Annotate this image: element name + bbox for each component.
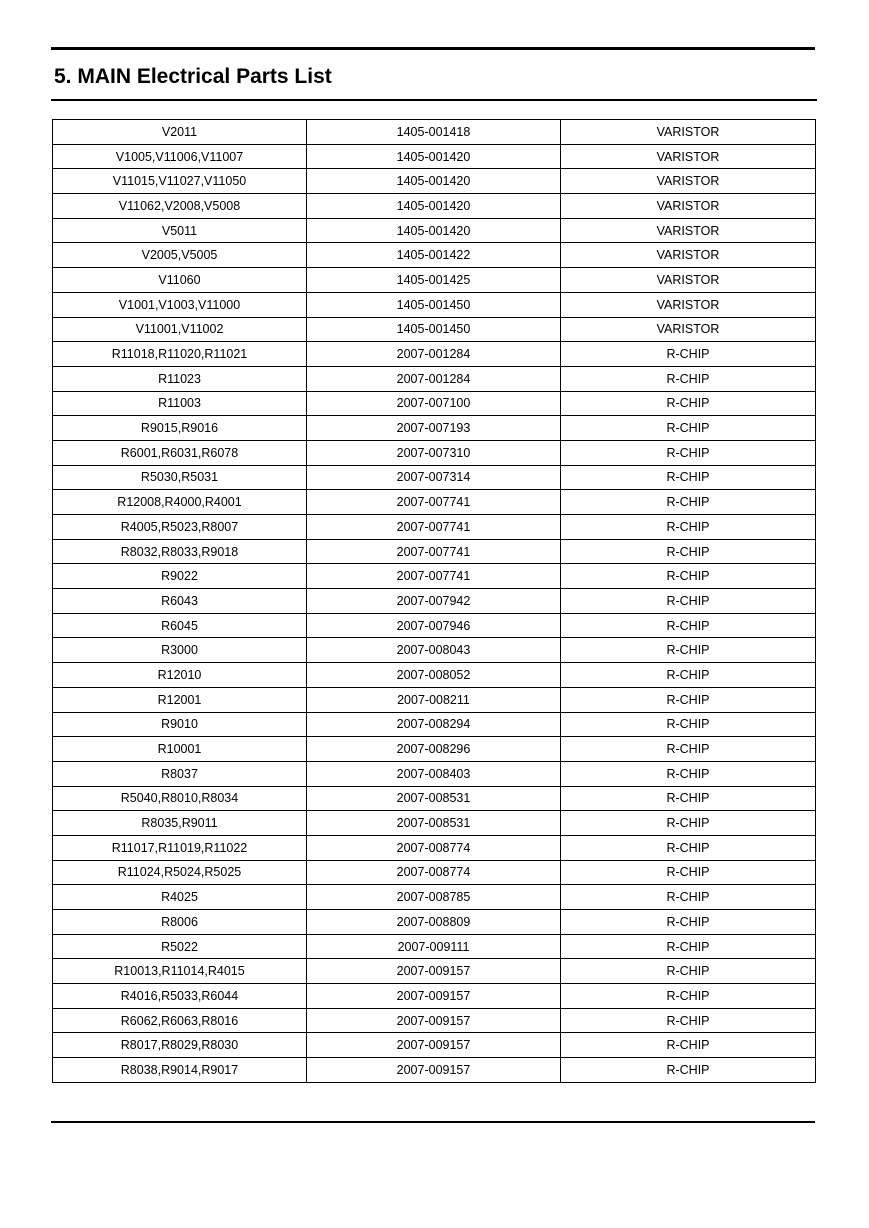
part-location-cell: V1001,V1003,V11000 <box>53 292 307 317</box>
part-code-cell: 2007-001284 <box>307 366 561 391</box>
part-location-cell: R4005,R5023,R8007 <box>53 515 307 540</box>
part-description-cell: R-CHIP <box>561 835 816 860</box>
part-description-cell: VARISTOR <box>561 194 816 219</box>
part-location-cell: R8038,R9014,R9017 <box>53 1058 307 1083</box>
header-top-rule <box>51 47 815 50</box>
title-underline-rule <box>51 99 817 101</box>
part-location-cell: R5022 <box>53 934 307 959</box>
table-row <box>53 712 816 737</box>
table-row <box>53 687 816 712</box>
table-row <box>53 268 816 293</box>
table-row <box>53 761 816 786</box>
part-code-cell: 2007-008774 <box>307 860 561 885</box>
part-description-cell: VARISTOR <box>561 243 816 268</box>
part-description-cell: R-CHIP <box>561 663 816 688</box>
table-row <box>53 959 816 984</box>
part-description-cell: R-CHIP <box>561 342 816 367</box>
part-location-cell: R8035,R9011 <box>53 811 307 836</box>
part-location-cell: R4025 <box>53 885 307 910</box>
part-code-cell: 2007-008296 <box>307 737 561 762</box>
table-row <box>53 243 816 268</box>
table-row <box>53 194 816 219</box>
part-description-cell: R-CHIP <box>561 910 816 935</box>
part-description-cell: R-CHIP <box>561 984 816 1009</box>
part-location-cell: R8037 <box>53 761 307 786</box>
part-location-cell: R12010 <box>53 663 307 688</box>
page-title: 5. MAIN Electrical Parts List <box>54 65 332 88</box>
part-code-cell: 2007-007314 <box>307 465 561 490</box>
table-row <box>53 589 816 614</box>
part-location-cell: R8017,R8029,R8030 <box>53 1033 307 1058</box>
part-code-cell: 1405-001418 <box>307 120 561 145</box>
table-row <box>53 1058 816 1083</box>
part-description-cell: R-CHIP <box>561 539 816 564</box>
part-code-cell: 1405-001420 <box>307 218 561 243</box>
part-location-cell: R8032,R8033,R9018 <box>53 539 307 564</box>
table-row <box>53 292 816 317</box>
table-row <box>53 144 816 169</box>
part-code-cell: 2007-008531 <box>307 786 561 811</box>
part-location-cell: R11017,R11019,R11022 <box>53 835 307 860</box>
table-row <box>53 663 816 688</box>
part-description-cell: R-CHIP <box>561 465 816 490</box>
part-code-cell: 2007-007193 <box>307 416 561 441</box>
table-row <box>53 910 816 935</box>
footer-rule <box>51 1121 815 1123</box>
part-code-cell: 2007-007741 <box>307 564 561 589</box>
part-code-cell: 2007-007310 <box>307 440 561 465</box>
part-code-cell: 2007-008531 <box>307 811 561 836</box>
part-description-cell: R-CHIP <box>561 786 816 811</box>
part-location-cell: R6062,R6063,R8016 <box>53 1008 307 1033</box>
part-code-cell: 1405-001422 <box>307 243 561 268</box>
table-row <box>53 465 816 490</box>
parts-list-table <box>52 119 816 1083</box>
part-location-cell: R6045 <box>53 613 307 638</box>
part-code-cell: 2007-007741 <box>307 490 561 515</box>
part-location-cell: R9010 <box>53 712 307 737</box>
part-code-cell: 1405-001450 <box>307 292 561 317</box>
part-location-cell: R11023 <box>53 366 307 391</box>
part-description-cell: R-CHIP <box>561 391 816 416</box>
table-row <box>53 934 816 959</box>
part-description-cell: R-CHIP <box>561 712 816 737</box>
part-description-cell: R-CHIP <box>561 416 816 441</box>
part-description-cell: R-CHIP <box>561 1058 816 1083</box>
table-row <box>53 391 816 416</box>
part-code-cell: 2007-008809 <box>307 910 561 935</box>
part-description-cell: R-CHIP <box>561 638 816 663</box>
part-description-cell: VARISTOR <box>561 169 816 194</box>
part-location-cell: R8006 <box>53 910 307 935</box>
part-location-cell: R12008,R4000,R4001 <box>53 490 307 515</box>
part-description-cell: R-CHIP <box>561 860 816 885</box>
part-code-cell: 2007-008052 <box>307 663 561 688</box>
table-row <box>53 786 816 811</box>
part-code-cell: 2007-007946 <box>307 613 561 638</box>
part-description-cell: R-CHIP <box>561 737 816 762</box>
part-description-cell: R-CHIP <box>561 761 816 786</box>
part-code-cell: 1405-001420 <box>307 169 561 194</box>
part-location-cell: R9015,R9016 <box>53 416 307 441</box>
part-code-cell: 2007-008785 <box>307 885 561 910</box>
table-row <box>53 120 816 145</box>
part-location-cell: V11001,V11002 <box>53 317 307 342</box>
part-location-cell: R11018,R11020,R11021 <box>53 342 307 367</box>
table-row <box>53 169 816 194</box>
part-code-cell: 2007-007100 <box>307 391 561 416</box>
table-row <box>53 515 816 540</box>
table-row <box>53 342 816 367</box>
part-description-cell: R-CHIP <box>561 490 816 515</box>
part-description-cell: R-CHIP <box>561 934 816 959</box>
part-code-cell: 1405-001450 <box>307 317 561 342</box>
part-location-cell: R10013,R11014,R4015 <box>53 959 307 984</box>
table-row <box>53 539 816 564</box>
part-location-cell: V2005,V5005 <box>53 243 307 268</box>
part-code-cell: 1405-001420 <box>307 144 561 169</box>
part-code-cell: 1405-001420 <box>307 194 561 219</box>
part-location-cell: V11060 <box>53 268 307 293</box>
part-location-cell: R10001 <box>53 737 307 762</box>
part-description-cell: VARISTOR <box>561 317 816 342</box>
part-description-cell: R-CHIP <box>561 515 816 540</box>
parts-list-body <box>53 120 816 1083</box>
part-code-cell: 2007-001284 <box>307 342 561 367</box>
part-location-cell: R3000 <box>53 638 307 663</box>
part-location-cell: R6043 <box>53 589 307 614</box>
part-code-cell: 2007-007741 <box>307 539 561 564</box>
part-description-cell: R-CHIP <box>561 589 816 614</box>
part-location-cell: R6001,R6031,R6078 <box>53 440 307 465</box>
part-description-cell: VARISTOR <box>561 120 816 145</box>
part-code-cell: 2007-009157 <box>307 1008 561 1033</box>
part-code-cell: 2007-008403 <box>307 761 561 786</box>
part-code-cell: 2007-009157 <box>307 959 561 984</box>
part-location-cell: V1005,V11006,V11007 <box>53 144 307 169</box>
table-row <box>53 1008 816 1033</box>
part-code-cell: 1405-001425 <box>307 268 561 293</box>
part-code-cell: 2007-008211 <box>307 687 561 712</box>
part-location-cell: V5011 <box>53 218 307 243</box>
part-code-cell: 2007-008043 <box>307 638 561 663</box>
part-location-cell: R5030,R5031 <box>53 465 307 490</box>
part-location-cell: R11024,R5024,R5025 <box>53 860 307 885</box>
part-code-cell: 2007-008294 <box>307 712 561 737</box>
part-location-cell: V2011 <box>53 120 307 145</box>
table-row <box>53 317 816 342</box>
table-row <box>53 811 816 836</box>
part-location-cell: R11003 <box>53 391 307 416</box>
table-row <box>53 1033 816 1058</box>
part-code-cell: 2007-007942 <box>307 589 561 614</box>
part-location-cell: R9022 <box>53 564 307 589</box>
part-code-cell: 2007-009111 <box>307 934 561 959</box>
part-description-cell: R-CHIP <box>561 687 816 712</box>
part-code-cell: 2007-009157 <box>307 1058 561 1083</box>
table-row <box>53 490 816 515</box>
part-description-cell: R-CHIP <box>561 1033 816 1058</box>
part-description-cell: R-CHIP <box>561 1008 816 1033</box>
part-description-cell: VARISTOR <box>561 144 816 169</box>
table-row <box>53 416 816 441</box>
table-row <box>53 737 816 762</box>
part-location-cell: V11062,V2008,V5008 <box>53 194 307 219</box>
part-description-cell: VARISTOR <box>561 218 816 243</box>
part-description-cell: R-CHIP <box>561 366 816 391</box>
part-location-cell: R5040,R8010,R8034 <box>53 786 307 811</box>
table-row <box>53 440 816 465</box>
part-location-cell: R4016,R5033,R6044 <box>53 984 307 1009</box>
part-description-cell: R-CHIP <box>561 811 816 836</box>
table-row <box>53 860 816 885</box>
part-code-cell: 2007-009157 <box>307 1033 561 1058</box>
part-location-cell: V11015,V11027,V11050 <box>53 169 307 194</box>
table-row <box>53 613 816 638</box>
part-description-cell: R-CHIP <box>561 564 816 589</box>
part-description-cell: R-CHIP <box>561 959 816 984</box>
part-description-cell: VARISTOR <box>561 268 816 293</box>
part-code-cell: 2007-008774 <box>307 835 561 860</box>
table-row <box>53 564 816 589</box>
table-row <box>53 638 816 663</box>
part-description-cell: VARISTOR <box>561 292 816 317</box>
table-row <box>53 218 816 243</box>
part-code-cell: 2007-009157 <box>307 984 561 1009</box>
part-description-cell: R-CHIP <box>561 440 816 465</box>
part-code-cell: 2007-007741 <box>307 515 561 540</box>
table-row <box>53 984 816 1009</box>
table-row <box>53 835 816 860</box>
table-row <box>53 885 816 910</box>
part-location-cell: R12001 <box>53 687 307 712</box>
part-description-cell: R-CHIP <box>561 885 816 910</box>
table-row <box>53 366 816 391</box>
part-description-cell: R-CHIP <box>561 613 816 638</box>
